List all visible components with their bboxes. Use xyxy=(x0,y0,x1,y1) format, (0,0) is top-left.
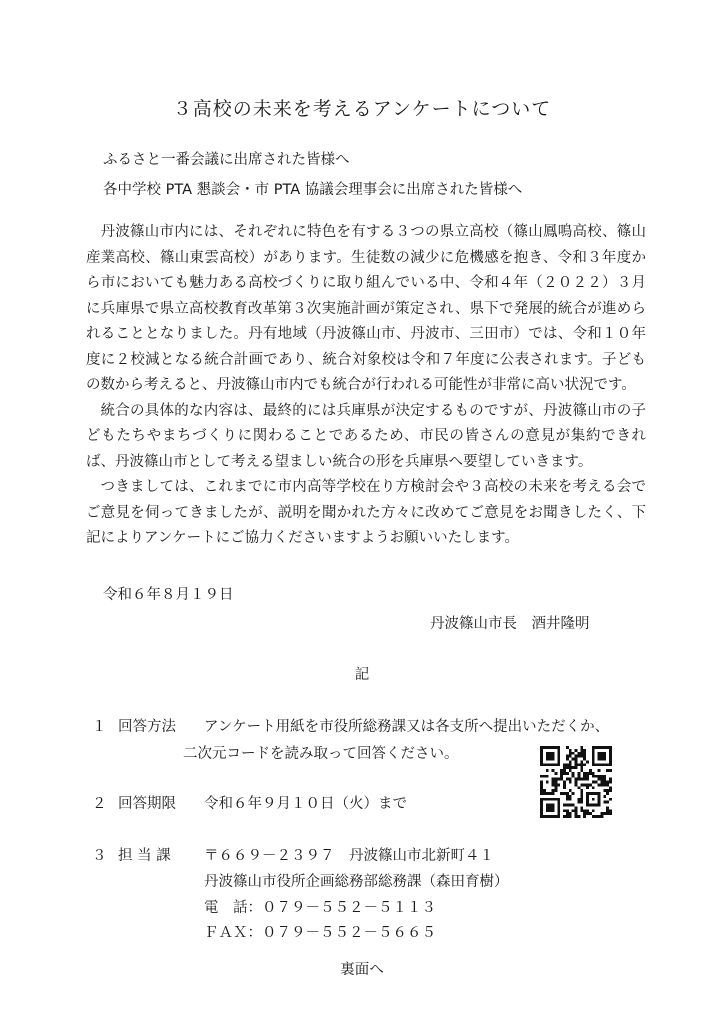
body-paragraph: つきましては、これまでに市内高等学校在り方検討会や３高校の未来を考える会でご意見を伺ってきましたが、説明を聞かれた方々に改めてご意見をお聞きしたく、下記によりアンケートにご協力くださいますようお願いいたします。 xyxy=(86,479,646,546)
item-text: 令和６年９月１０日（火）まで xyxy=(204,796,407,812)
body-paragraph: 丹波篠山市内には、それぞれに特色を有する３つの県立高校（篠山鳳鳴高校、篠山産業高校、篠山東雲高校）があります。生徒数の減少に危機感を抱き、令和３年度から市においても魅力ある高校づくりに取り組んでいる中、令和４年（２０２２）３月に兵庫県で県立高校教育改革第３次実施計画が策定され、県下で発展的統合が進められることとなりました。丹有地域（丹波篠山市、丹波市、三田市）では、令和１０年度に２校減となる統合計画であり、統合対象校は令和７年度に公表されます。子どもの数から考えると、丹波篠山市内でも統合が行われる可能性が非常に高い状況です。 xyxy=(86,224,646,393)
item-text: 二次元コードを読み取って回答ください。 xyxy=(183,746,459,762)
item-text: 〒６６９－２３９７ 丹波篠山市北新町４１ xyxy=(204,848,494,864)
item-number: ３ xyxy=(92,848,107,864)
item-label: 回答期限 xyxy=(118,796,176,812)
item-text: 丹波篠山市役所企画総務部総務課（森田育樹） xyxy=(204,874,509,890)
item-number: ２ xyxy=(92,796,107,812)
ki-heading: 記 xyxy=(354,667,370,683)
addressee-line: ふるさと一番会議に出席された皆様へ xyxy=(103,152,350,168)
item-text: アンケート用紙を市役所総務課又は各支所へ提出いただくか、 xyxy=(204,719,610,735)
footer-note: 裏面へ xyxy=(340,962,384,978)
item-text: ＦＡＸ：０７９－５５２－５６６５ xyxy=(204,925,436,941)
issue-date: 令和６年８月１９日 xyxy=(103,587,234,603)
sender: 丹波篠山市長 酒井隆明 xyxy=(430,616,590,632)
item-text: 電 話：０７９－５５２－５１１３ xyxy=(204,900,436,916)
item-label: 担 当 課 xyxy=(118,848,171,864)
body-paragraph: 統合の具体的な内容は、最終的には兵庫県が決定するものですが、丹波篠山市の子どもたちやまちづくりに関わることであるため、市民の皆さんの意見が集約できれば、丹波篠山市として考える望ましい統合の形を兵庫県へ要望していきます。 xyxy=(86,402,646,470)
item-number: １ xyxy=(92,719,107,735)
qr-code-icon[interactable] xyxy=(540,746,612,818)
page-title: ３高校の未来を考えるアンケートについて xyxy=(172,98,552,120)
item-label: 回答方法 xyxy=(118,719,176,735)
addressee-line: 各中学校 PTA 懇談会・市 PTA 協議会理事会に出席された皆様へ xyxy=(103,182,523,198)
body-text xyxy=(86,220,646,552)
